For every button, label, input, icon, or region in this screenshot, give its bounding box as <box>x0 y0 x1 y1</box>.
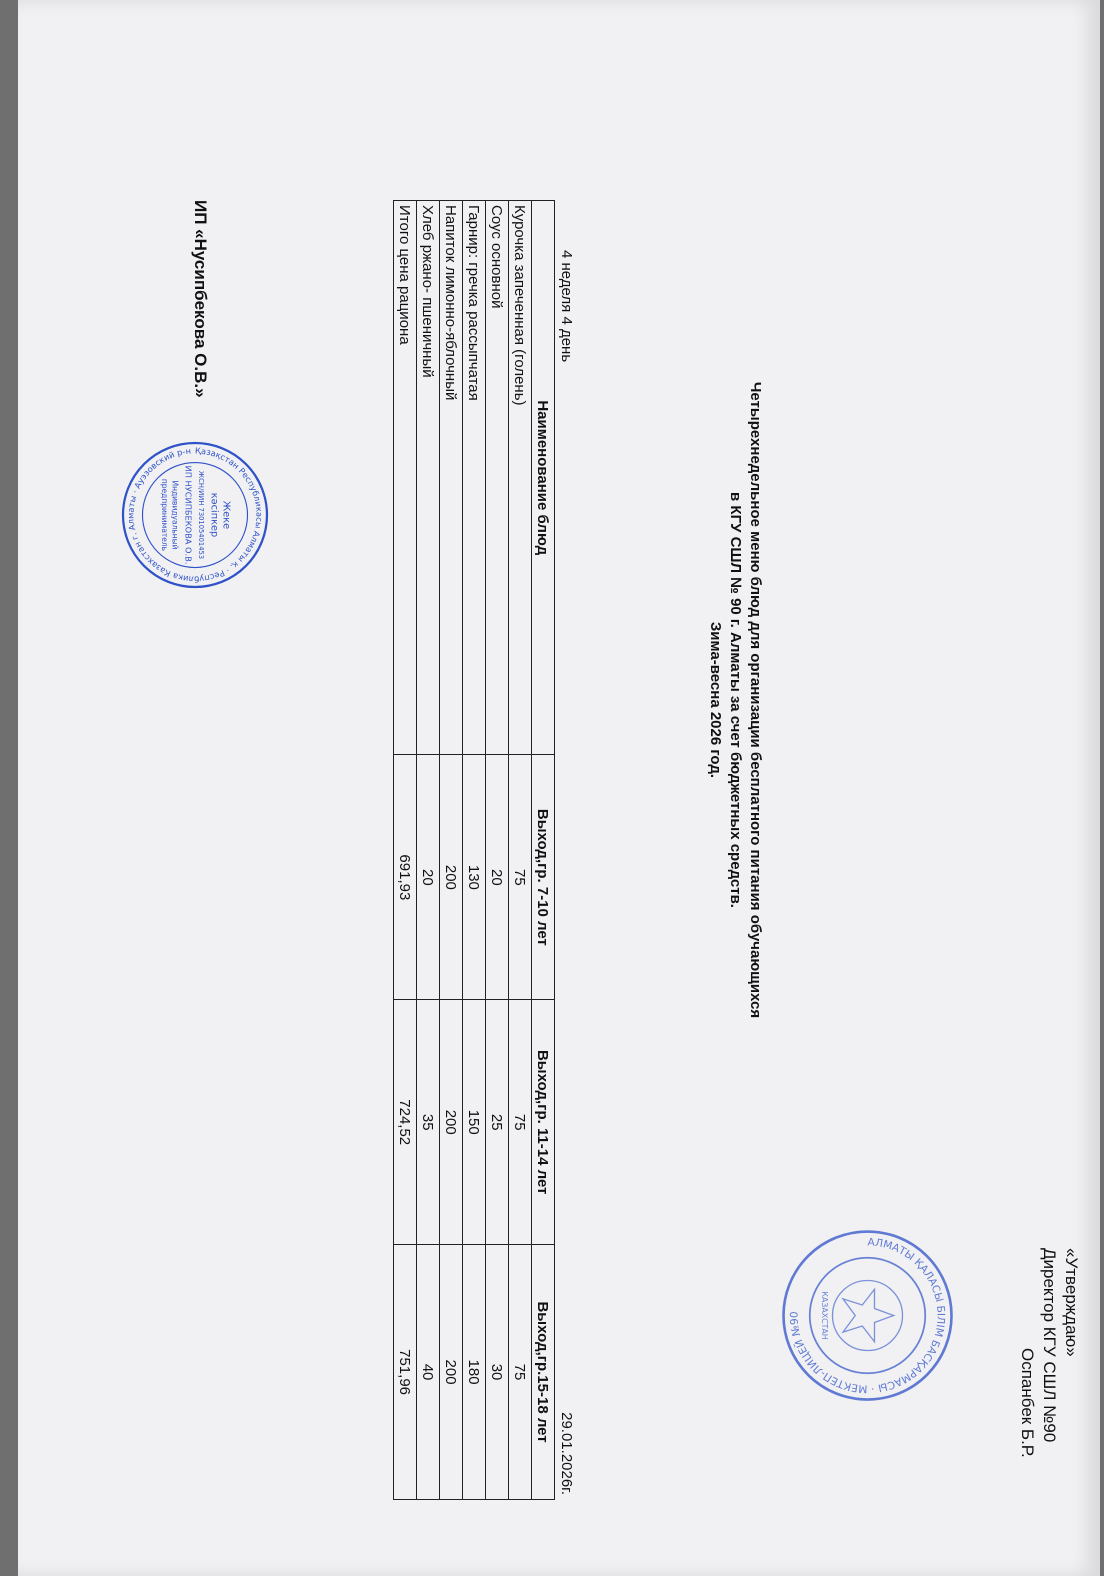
portion-15-18: 180 <box>463 1245 486 1500</box>
title-line-2: в КГУ СШЛ № 90 г. Алматы за счет бюджетных средств. <box>727 492 744 908</box>
total-15-18: 751,96 <box>394 1245 417 1500</box>
title-line-3: Зима-весна 2026 год. <box>707 621 724 779</box>
approval-block <box>1016 1248 1082 1528</box>
dish-name: Хлеб ржано- пшеничный <box>417 201 440 755</box>
portion-15-18: 200 <box>440 1245 463 1500</box>
approval-label: «Утверждаю» <box>1062 1248 1081 1357</box>
approval-position: Директор КГУ СШЛ №90 <box>1040 1248 1059 1443</box>
portion-7-10: 75 <box>509 755 532 1000</box>
approval-name: Оспанбек Б.Р. <box>1018 1348 1037 1458</box>
table-row <box>417 201 440 1500</box>
table-row <box>463 201 486 1500</box>
ip-stamp-line-1: Жеке <box>220 500 232 530</box>
document-title <box>705 320 765 1080</box>
dish-name: Гарнир: гречка рассыпчатая <box>463 201 486 755</box>
menu-table <box>393 200 555 1500</box>
dish-name: Курочка запеченная (голень) <box>509 201 532 755</box>
portion-7-10: 130 <box>463 755 486 1000</box>
ip-stamp-line-2: кәсіпкер <box>208 492 220 538</box>
portion-11-14: 150 <box>463 1000 486 1245</box>
ip-stamp-outer-text: Қазақстан Республикасы Алматы қ. · Республика Казахстан г. Алматы · Ауэзовский р-н <box>125 445 265 585</box>
portion-11-14: 75 <box>509 1000 532 1245</box>
dish-name: Соус основной <box>486 201 509 755</box>
ip-stamp-line-6: предприниматель <box>160 478 169 552</box>
portion-11-14: 25 <box>486 1000 509 1245</box>
ip-stamp-line-4: ИП НУСИПБЕКОВА О.В. <box>183 465 194 565</box>
total-7-10: 691,93 <box>394 755 417 1000</box>
portion-7-10: 20 <box>486 755 509 1000</box>
table-header-row <box>532 201 555 1500</box>
director-stamp-graphic <box>780 1228 955 1403</box>
total-label: Итого цена рациона <box>394 201 417 755</box>
table-total-row <box>394 201 417 1500</box>
paper-sheet <box>18 0 1100 1576</box>
total-11-14: 724,52 <box>394 1000 417 1245</box>
portion-15-18: 40 <box>417 1245 440 1500</box>
table-row <box>486 201 509 1500</box>
dish-name: Напиток лимонно-яблочный <box>440 201 463 755</box>
header-11-14: Выход,гр. 11-14 лет <box>532 1000 555 1245</box>
document-page <box>10 20 1090 1540</box>
portion-15-18: 75 <box>509 1245 532 1500</box>
portion-11-14: 35 <box>417 1000 440 1245</box>
ip-stamp-graphic <box>120 440 270 590</box>
svg-text:АЛМАТЫ ҚАЛАСЫ БІЛІМ БАСҚАРМАСЫ <box>788 1236 946 1394</box>
signatory: ИП «Нусипбекова О.В.» <box>191 200 210 398</box>
header-7-10: Выход,гр. 7-10 лет <box>532 755 555 1000</box>
table-row <box>440 201 463 1500</box>
title-line-1: Четырехнедельное меню блюд для организации бесплатного питания обучающихся <box>747 381 764 1019</box>
header-15-18: Выход,гр.15-18 лет <box>532 1245 555 1500</box>
document-date: 29.01.2026г. <box>558 1412 575 1495</box>
portion-7-10: 20 <box>417 755 440 1000</box>
portion-7-10: 200 <box>440 755 463 1000</box>
week-day: 4 неделя 4 день <box>558 250 575 363</box>
director-stamp-outer-text: АЛМАТЫ ҚАЛАСЫ БІЛІМ БАСҚАРМАСЫ · МЕКТЕП-ЛИЦЕЙ №90 <box>788 1236 947 1395</box>
director-stamp <box>780 1228 955 1403</box>
ip-stamp-line-5: Индивидуальный <box>170 480 180 550</box>
svg-text:Қазақстан Республикасы Алматы <box>125 445 264 584</box>
director-stamp-center-text: КАЗАХСТАН <box>820 1291 829 1340</box>
header-dish: Наименование блюд <box>532 201 555 755</box>
ip-stamp <box>120 440 270 590</box>
table-row <box>509 201 532 1500</box>
portion-15-18: 30 <box>486 1245 509 1500</box>
ip-stamp-line-3: ЖСН/ИИН 730105401453 <box>196 470 205 560</box>
portion-11-14: 200 <box>440 1000 463 1245</box>
